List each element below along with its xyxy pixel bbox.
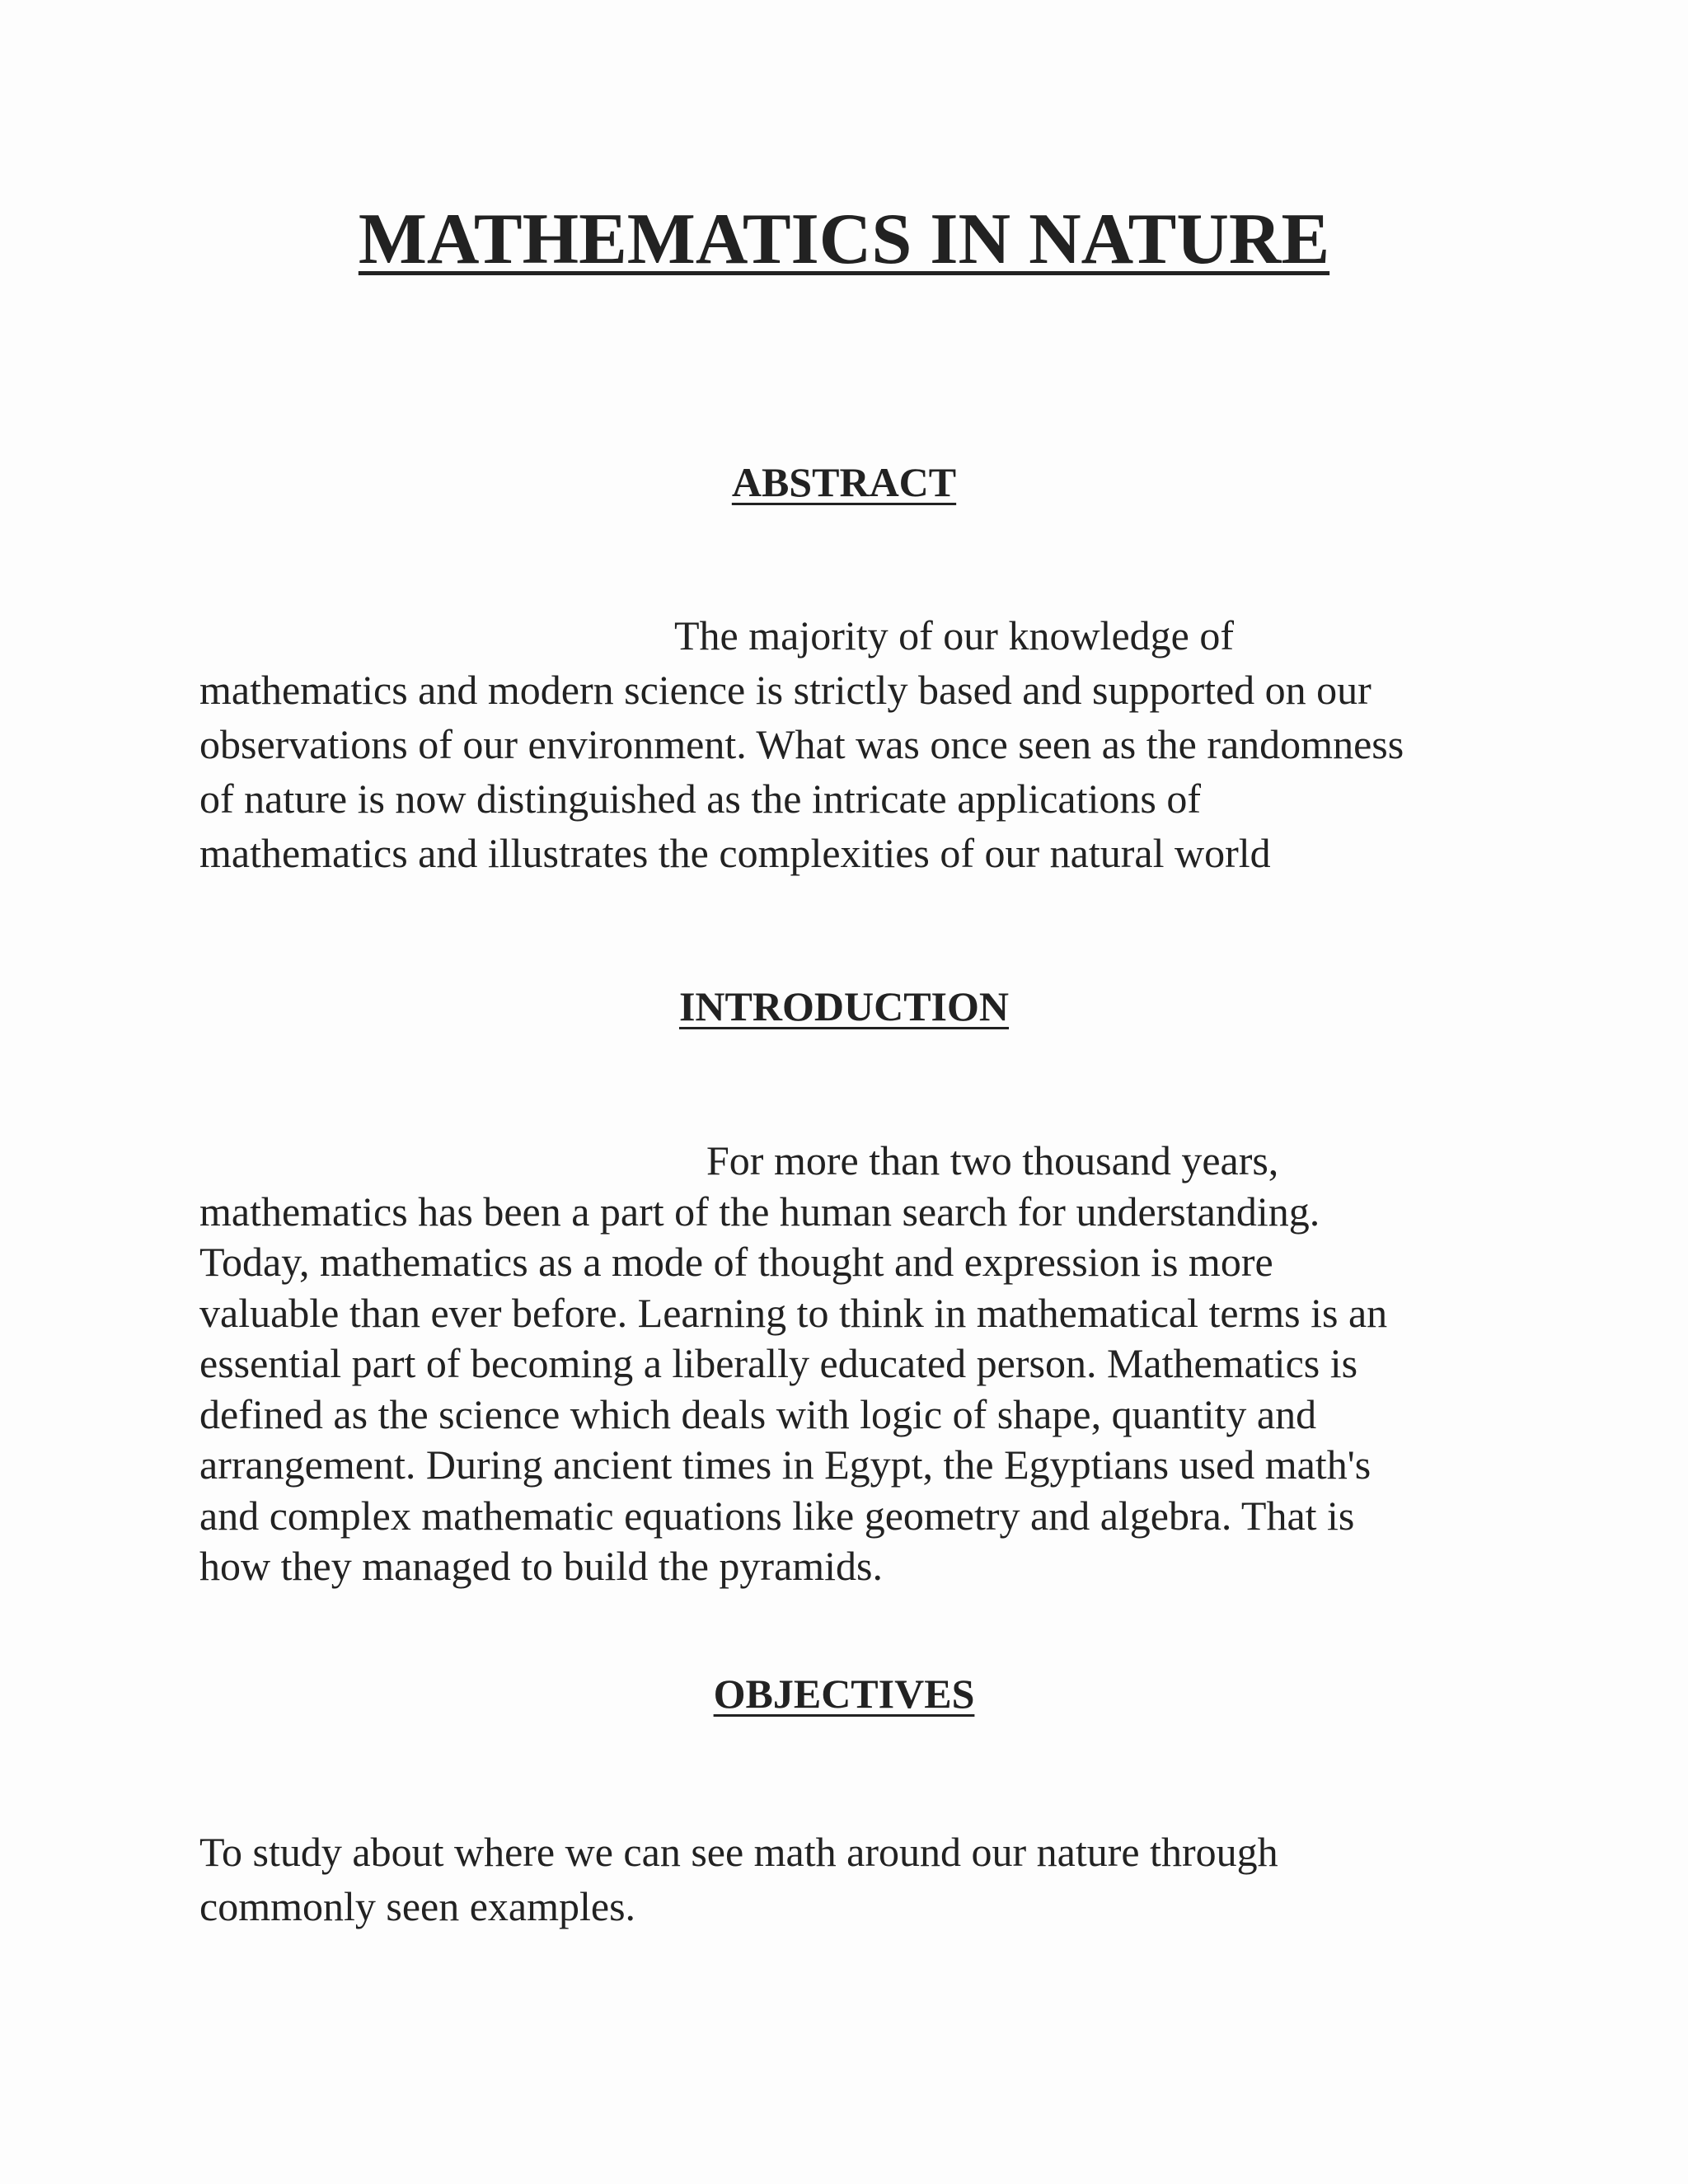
introduction-line: defined as the science which deals with logic of shape, quantity and	[199, 1390, 1317, 1437]
introduction-line: For more than two thousand years,	[706, 1137, 1279, 1183]
introduction-line: Today, mathematics as a mode of thought and expression is more	[199, 1239, 1273, 1285]
introduction-paragraph	[199, 1136, 1502, 1592]
objectives-line: commonly seen examples.	[199, 1883, 636, 1929]
document-title: MATHEMATICS IN NATURE	[358, 199, 1330, 279]
introduction-line: and complex mathematic equations like geometry and algebra. That is	[199, 1492, 1355, 1539]
introduction-line: valuable than ever before. Learning to think in mathematical terms is an	[199, 1289, 1388, 1336]
introduction-line: essential part of becoming a liberally educated person. Mathematics is	[199, 1340, 1358, 1386]
introduction-line: how they managed to build the pyramids.	[199, 1543, 884, 1589]
introduction-line: arrangement. During ancient times in Egypt, the Egyptians used math's	[199, 1441, 1372, 1488]
introduction-heading: INTRODUCTION	[678, 983, 1010, 1029]
objectives-heading: OBJECTIVES	[713, 1671, 975, 1717]
abstract-line: The majority of our knowledge of	[674, 612, 1234, 658]
abstract-line: mathematics and illustrates the complexities of our natural world	[199, 830, 1271, 876]
objectives-line: To study about where we can see math around our nature through	[199, 1829, 1278, 1875]
abstract-paragraph	[199, 608, 1502, 880]
abstract-line: observations of our environment. What was once seen as the randomness	[199, 721, 1404, 767]
introduction-line: mathematics has been a part of the human search for understanding.	[199, 1188, 1320, 1235]
abstract-line: of nature is now distinguished as the intricate applications of	[199, 776, 1201, 822]
abstract-heading: ABSTRACT	[731, 459, 957, 505]
abstract-line: mathematics and modern science is strictly based and supported on our	[199, 667, 1372, 713]
objectives-paragraph	[199, 1825, 1502, 1933]
